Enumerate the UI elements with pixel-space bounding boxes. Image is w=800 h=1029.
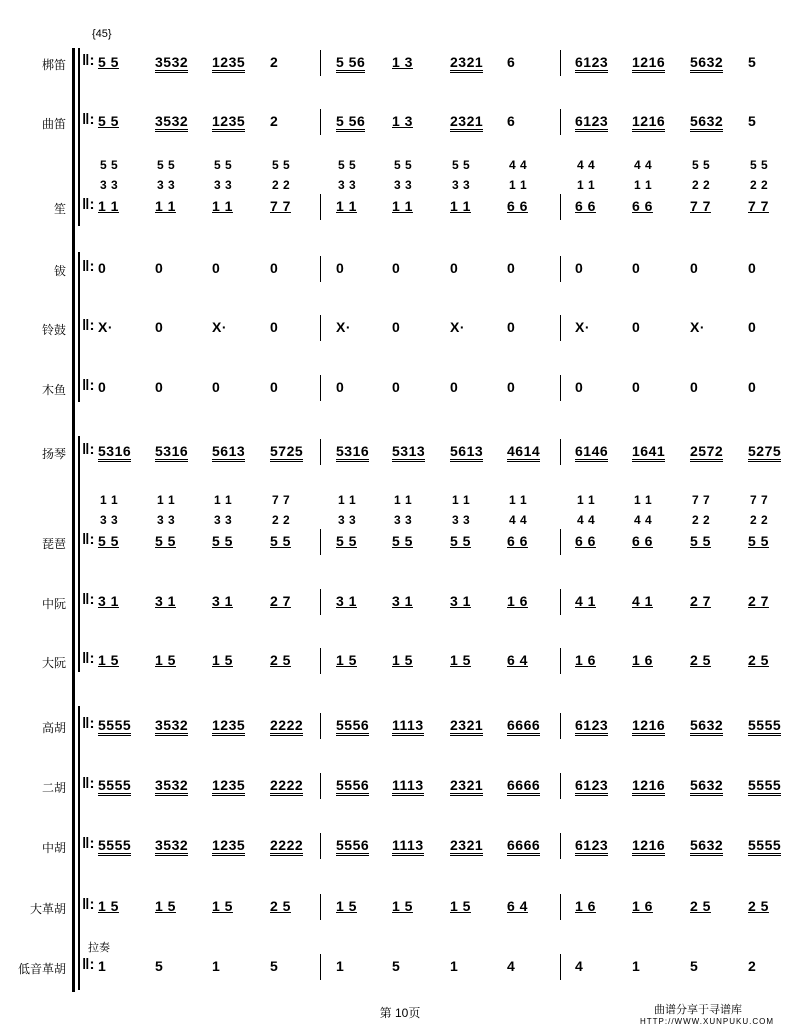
- note-cell: 1: [632, 958, 641, 974]
- barline: [560, 589, 561, 615]
- note-cell: 1 5: [98, 898, 119, 914]
- chord-note-cell: 7 7: [272, 493, 291, 507]
- repeat-start-sign: ‖:: [82, 317, 95, 334]
- chord-note-cell: 1 1: [157, 493, 176, 507]
- note-cell: 0: [155, 379, 164, 395]
- note-cell: 1 6: [575, 652, 596, 668]
- note-cell: 0: [336, 379, 345, 395]
- note-cell: 5 5: [270, 533, 291, 549]
- chord-note-cell: 3 3: [338, 178, 357, 192]
- chord-note-cell: 2 2: [750, 513, 769, 527]
- barline: [560, 894, 561, 920]
- instrument-label: 琵琶: [41, 537, 66, 551]
- chord-note-cell: 1 1: [577, 493, 596, 507]
- note-cell: 6 6: [575, 198, 596, 214]
- note-cell: 5613: [450, 443, 483, 462]
- instrument-label: 木鱼: [41, 383, 66, 397]
- instrument-label: 钹: [53, 264, 66, 278]
- note-cell: 2321: [450, 113, 483, 132]
- note-cell: 5632: [690, 54, 723, 73]
- note-cell: 5 5: [392, 533, 413, 549]
- chord-note-cell: 3 3: [100, 513, 119, 527]
- chord-note-cell: 2 2: [692, 178, 711, 192]
- note-cell: 5: [270, 958, 279, 974]
- note-cell: 2 5: [690, 898, 711, 914]
- note-cell: 1 1: [212, 198, 233, 214]
- instrument-label: 铃鼓: [41, 323, 66, 337]
- note-cell: 3532: [155, 113, 188, 132]
- note-cell: 2222: [270, 717, 303, 736]
- note-cell: 1: [450, 958, 459, 974]
- note-cell: 1235: [212, 777, 245, 796]
- note-cell: 5725: [270, 443, 303, 462]
- note-cell: 0: [690, 260, 699, 276]
- instrument-label: 大阮: [41, 656, 66, 670]
- note-cell: 5: [155, 958, 164, 974]
- repeat-start-sign: ‖:: [82, 591, 95, 608]
- rehearsal-mark: {45}: [92, 28, 112, 40]
- note-cell: 5 5: [98, 533, 119, 549]
- instrument-label: 二胡: [41, 781, 66, 795]
- note-cell: 1 6: [575, 898, 596, 914]
- note-cell: 4: [507, 958, 516, 974]
- chord-note-cell: 1 1: [634, 493, 653, 507]
- note-cell: 0: [450, 379, 459, 395]
- note-cell: 1 5: [98, 652, 119, 668]
- note-cell: 2321: [450, 837, 483, 856]
- note-cell: 3 1: [450, 593, 471, 609]
- note-cell: 0: [507, 260, 516, 276]
- chord-note-cell: 2 2: [272, 178, 291, 192]
- repeat-start-sign: ‖:: [82, 258, 95, 275]
- note-cell: 2: [270, 113, 279, 129]
- note-cell: 1216: [632, 837, 665, 856]
- page-number: 第 10页: [379, 1006, 421, 1020]
- note-cell: 0: [98, 260, 107, 276]
- chord-note-cell: 3 3: [338, 513, 357, 527]
- group-bracket-winds: [78, 48, 80, 226]
- repeat-start-sign: ‖:: [82, 775, 95, 792]
- note-cell: 1: [336, 958, 345, 974]
- chord-note-cell: 2 2: [750, 178, 769, 192]
- chord-note-cell: 1 1: [214, 493, 233, 507]
- note-cell: 5: [748, 113, 757, 129]
- chord-note-cell: 3 3: [394, 513, 413, 527]
- barline: [320, 894, 321, 920]
- instrument-label: 扬琴: [41, 447, 66, 461]
- chord-note-cell: 1 1: [577, 178, 596, 192]
- note-cell: X·: [212, 319, 227, 335]
- note-cell: 5 5: [98, 113, 119, 129]
- note-cell: 1 1: [155, 198, 176, 214]
- note-cell: 1216: [632, 113, 665, 132]
- note-cell: 1 5: [155, 652, 176, 668]
- note-cell: 0: [450, 260, 459, 276]
- note-cell: 1235: [212, 54, 245, 73]
- note-cell: 5 5: [336, 533, 357, 549]
- chord-note-cell: 3 3: [157, 178, 176, 192]
- instrument-label: 中阮: [41, 597, 66, 611]
- note-cell: 4 1: [575, 593, 596, 609]
- barline: [560, 315, 561, 341]
- repeat-start-sign: ‖:: [82, 956, 95, 973]
- note-cell: 5 5: [98, 54, 119, 70]
- chord-note-cell: 3 3: [100, 178, 119, 192]
- note-cell: 1 6: [632, 898, 653, 914]
- group-bracket-plucked: [78, 436, 80, 672]
- chord-note-cell: 7 7: [692, 493, 711, 507]
- site-credit: 曲谱分享于寻谱库: [654, 1004, 742, 1016]
- chord-note-cell: 1 1: [338, 493, 357, 507]
- note-cell: 1: [212, 958, 221, 974]
- chord-note-cell: 4 4: [577, 158, 596, 172]
- note-cell: 1: [98, 958, 107, 974]
- chord-note-cell: 1 1: [394, 493, 413, 507]
- barline: [320, 315, 321, 341]
- note-cell: 6 6: [632, 198, 653, 214]
- note-cell: 2 7: [690, 593, 711, 609]
- barline: [560, 954, 561, 980]
- note-cell: 1216: [632, 717, 665, 736]
- barline: [320, 109, 321, 135]
- note-cell: 4: [575, 958, 584, 974]
- note-cell: 1113: [392, 717, 424, 736]
- chord-note-cell: 5 5: [157, 158, 176, 172]
- note-cell: 1235: [212, 113, 245, 132]
- note-cell: 5556: [336, 717, 369, 736]
- instrument-label: 高胡: [41, 721, 66, 735]
- repeat-start-sign: ‖:: [82, 835, 95, 852]
- note-cell: X·: [98, 319, 113, 335]
- note-cell: 2 5: [748, 898, 769, 914]
- note-cell: 5 5: [212, 533, 233, 549]
- repeat-start-sign: ‖:: [82, 111, 95, 128]
- chord-note-cell: 5 5: [452, 158, 471, 172]
- note-cell: 5316: [155, 443, 188, 462]
- note-cell: 0: [748, 319, 757, 335]
- note-cell: X·: [336, 319, 351, 335]
- note-cell: 2: [748, 958, 757, 974]
- note-cell: 0: [212, 260, 221, 276]
- note-cell: 5 56: [336, 54, 365, 73]
- note-cell: 0: [507, 319, 516, 335]
- note-cell: 2 7: [748, 593, 769, 609]
- instrument-label: 大革胡: [29, 902, 66, 916]
- chord-note-cell: 1 1: [634, 178, 653, 192]
- note-cell: 1216: [632, 54, 665, 73]
- note-cell: 0: [98, 379, 107, 395]
- chord-note-cell: 7 7: [750, 493, 769, 507]
- note-cell: 5: [392, 958, 401, 974]
- barline: [320, 589, 321, 615]
- note-cell: 1 5: [212, 652, 233, 668]
- chord-note-cell: 1 1: [509, 178, 528, 192]
- note-cell: 0: [155, 319, 164, 335]
- note-cell: 0: [155, 260, 164, 276]
- note-cell: 6123: [575, 54, 608, 73]
- note-cell: 1 6: [507, 593, 528, 609]
- note-cell: 6123: [575, 113, 608, 132]
- technique-text: 拉奏: [88, 942, 110, 954]
- barline: [320, 439, 321, 465]
- note-cell: 6666: [507, 777, 540, 796]
- chord-note-cell: 5 5: [338, 158, 357, 172]
- chord-note-cell: 4 4: [509, 513, 528, 527]
- repeat-start-sign: ‖:: [82, 896, 95, 913]
- note-cell: 1 5: [392, 898, 413, 914]
- note-cell: 6 4: [507, 652, 528, 668]
- note-cell: 5555: [98, 777, 131, 796]
- note-cell: 3532: [155, 54, 188, 73]
- note-cell: 0: [575, 260, 584, 276]
- note-cell: 2 5: [748, 652, 769, 668]
- note-cell: 2: [270, 54, 279, 70]
- note-cell: 1 1: [98, 198, 119, 214]
- repeat-start-sign: ‖:: [82, 441, 95, 458]
- barline: [320, 529, 321, 555]
- chord-note-cell: 2 2: [272, 513, 291, 527]
- chord-note-cell: 4 4: [634, 158, 653, 172]
- note-cell: 0: [632, 319, 641, 335]
- note-cell: 5316: [98, 443, 131, 462]
- chord-note-cell: 3 3: [394, 178, 413, 192]
- note-cell: 5: [748, 54, 757, 70]
- note-cell: X·: [690, 319, 705, 335]
- barline: [320, 50, 321, 76]
- barline: [560, 439, 561, 465]
- note-cell: 2321: [450, 54, 483, 73]
- note-cell: 1 5: [336, 652, 357, 668]
- repeat-start-sign: ‖:: [82, 377, 95, 394]
- note-cell: 5555: [748, 777, 781, 796]
- instrument-label: 低音革胡: [17, 962, 66, 976]
- note-cell: 0: [748, 260, 757, 276]
- note-cell: 5632: [690, 113, 723, 132]
- barline: [560, 713, 561, 739]
- note-cell: 6 6: [632, 533, 653, 549]
- note-cell: 1 3: [392, 54, 413, 70]
- note-cell: 1 1: [450, 198, 471, 214]
- note-cell: 5 56: [336, 113, 365, 132]
- note-cell: 1 5: [450, 898, 471, 914]
- note-cell: 5313: [392, 443, 425, 462]
- barline: [560, 773, 561, 799]
- note-cell: 1235: [212, 837, 245, 856]
- barline: [320, 954, 321, 980]
- note-cell: 0: [270, 379, 279, 395]
- note-cell: 7 7: [748, 198, 769, 214]
- note-cell: 4 1: [632, 593, 653, 609]
- note-cell: 0: [632, 260, 641, 276]
- barline: [320, 833, 321, 859]
- note-cell: 0: [507, 379, 516, 395]
- chord-note-cell: 5 5: [272, 158, 291, 172]
- note-cell: 6123: [575, 777, 608, 796]
- note-cell: 5555: [98, 837, 131, 856]
- repeat-start-sign: ‖:: [82, 715, 95, 732]
- note-cell: 1113: [392, 777, 424, 796]
- repeat-start-sign: ‖:: [82, 531, 95, 548]
- note-cell: 6: [507, 54, 516, 70]
- note-cell: 6 6: [507, 198, 528, 214]
- note-cell: 5316: [336, 443, 369, 462]
- note-cell: 5 5: [690, 533, 711, 549]
- note-cell: 5: [690, 958, 699, 974]
- barline: [560, 109, 561, 135]
- note-cell: 6 6: [575, 533, 596, 549]
- note-cell: 0: [392, 319, 401, 335]
- barline: [560, 648, 561, 674]
- note-cell: 5613: [212, 443, 245, 462]
- note-cell: 2321: [450, 717, 483, 736]
- barline: [560, 529, 561, 555]
- instrument-label: 中胡: [41, 841, 66, 855]
- chord-note-cell: 3 3: [452, 178, 471, 192]
- note-cell: 1 1: [336, 198, 357, 214]
- system-bracket: [72, 48, 75, 992]
- note-cell: 7 7: [270, 198, 291, 214]
- note-cell: 2321: [450, 777, 483, 796]
- note-cell: 5632: [690, 777, 723, 796]
- note-cell: 0: [336, 260, 345, 276]
- chord-note-cell: 4 4: [634, 513, 653, 527]
- note-cell: 6146: [575, 443, 608, 462]
- barline: [320, 648, 321, 674]
- note-cell: 6: [507, 113, 516, 129]
- chord-note-cell: 1 1: [509, 493, 528, 507]
- chord-note-cell: 1 1: [100, 493, 119, 507]
- chord-note-cell: 5 5: [750, 158, 769, 172]
- note-cell: 4614: [507, 443, 540, 462]
- barline: [560, 256, 561, 282]
- note-cell: 5 5: [155, 533, 176, 549]
- note-cell: 1 5: [212, 898, 233, 914]
- note-cell: 3 1: [98, 593, 119, 609]
- note-cell: 3 1: [336, 593, 357, 609]
- barline: [320, 773, 321, 799]
- chord-note-cell: 4 4: [577, 513, 596, 527]
- note-cell: 5556: [336, 837, 369, 856]
- note-cell: 2 5: [690, 652, 711, 668]
- note-cell: 0: [392, 260, 401, 276]
- note-cell: 6123: [575, 717, 608, 736]
- note-cell: 2 5: [270, 898, 291, 914]
- note-cell: 2222: [270, 837, 303, 856]
- note-cell: 1 5: [392, 652, 413, 668]
- note-cell: 1235: [212, 717, 245, 736]
- note-cell: 1113: [392, 837, 424, 856]
- instrument-label: 梆笛: [41, 58, 66, 72]
- note-cell: 3532: [155, 777, 188, 796]
- note-cell: 0: [270, 260, 279, 276]
- group-bracket-percussion: [78, 252, 80, 402]
- note-cell: 3 1: [212, 593, 233, 609]
- note-cell: 5555: [748, 717, 781, 736]
- note-cell: 6123: [575, 837, 608, 856]
- chord-note-cell: 4 4: [509, 158, 528, 172]
- note-cell: 6 6: [507, 533, 528, 549]
- note-cell: 5555: [748, 837, 781, 856]
- chord-note-cell: 2 2: [692, 513, 711, 527]
- chord-note-cell: 3 3: [214, 513, 233, 527]
- note-cell: 2 5: [270, 652, 291, 668]
- chord-note-cell: 1 1: [452, 493, 471, 507]
- instrument-label: 笙: [53, 202, 66, 216]
- note-cell: 1 5: [336, 898, 357, 914]
- repeat-start-sign: ‖:: [82, 196, 95, 213]
- barline: [560, 833, 561, 859]
- barline: [320, 256, 321, 282]
- group-bracket-bowed: [78, 706, 80, 990]
- note-cell: 1 5: [450, 652, 471, 668]
- note-cell: 1 1: [392, 198, 413, 214]
- note-cell: 5275: [748, 443, 781, 462]
- site-url: HTTP://WWW.XUNPUKU.COM: [640, 1017, 774, 1026]
- note-cell: 2572: [690, 443, 723, 462]
- note-cell: 6666: [507, 837, 540, 856]
- note-cell: 1 5: [155, 898, 176, 914]
- note-cell: 3532: [155, 717, 188, 736]
- note-cell: 0: [212, 379, 221, 395]
- note-cell: 5632: [690, 717, 723, 736]
- chord-note-cell: 5 5: [100, 158, 119, 172]
- note-cell: 5 5: [450, 533, 471, 549]
- note-cell: 0: [748, 379, 757, 395]
- note-cell: 0: [575, 379, 584, 395]
- barline: [320, 194, 321, 220]
- repeat-start-sign: ‖:: [82, 52, 95, 69]
- barline: [320, 713, 321, 739]
- note-cell: 0: [392, 379, 401, 395]
- note-cell: X·: [575, 319, 590, 335]
- chord-note-cell: 3 3: [452, 513, 471, 527]
- barline: [320, 375, 321, 401]
- note-cell: 5556: [336, 777, 369, 796]
- chord-note-cell: 3 3: [157, 513, 176, 527]
- barline: [560, 50, 561, 76]
- chord-note-cell: 5 5: [692, 158, 711, 172]
- note-cell: 0: [632, 379, 641, 395]
- note-cell: 6666: [507, 717, 540, 736]
- note-cell: 1 6: [632, 652, 653, 668]
- barline: [560, 194, 561, 220]
- note-cell: 6 4: [507, 898, 528, 914]
- note-cell: X·: [450, 319, 465, 335]
- chord-note-cell: 5 5: [214, 158, 233, 172]
- chord-note-cell: 5 5: [394, 158, 413, 172]
- barline: [560, 375, 561, 401]
- note-cell: 1216: [632, 777, 665, 796]
- repeat-start-sign: ‖:: [82, 650, 95, 667]
- note-cell: 5632: [690, 837, 723, 856]
- note-cell: 2222: [270, 777, 303, 796]
- note-cell: 1 3: [392, 113, 413, 129]
- note-cell: 3 1: [392, 593, 413, 609]
- note-cell: 0: [690, 379, 699, 395]
- instrument-label: 曲笛: [41, 117, 66, 131]
- note-cell: 5555: [98, 717, 131, 736]
- note-cell: 0: [270, 319, 279, 335]
- note-cell: 1641: [632, 443, 665, 462]
- chord-note-cell: 3 3: [214, 178, 233, 192]
- note-cell: 7 7: [690, 198, 711, 214]
- note-cell: 3532: [155, 837, 188, 856]
- note-cell: 5 5: [748, 533, 769, 549]
- note-cell: 3 1: [155, 593, 176, 609]
- note-cell: 2 7: [270, 593, 291, 609]
